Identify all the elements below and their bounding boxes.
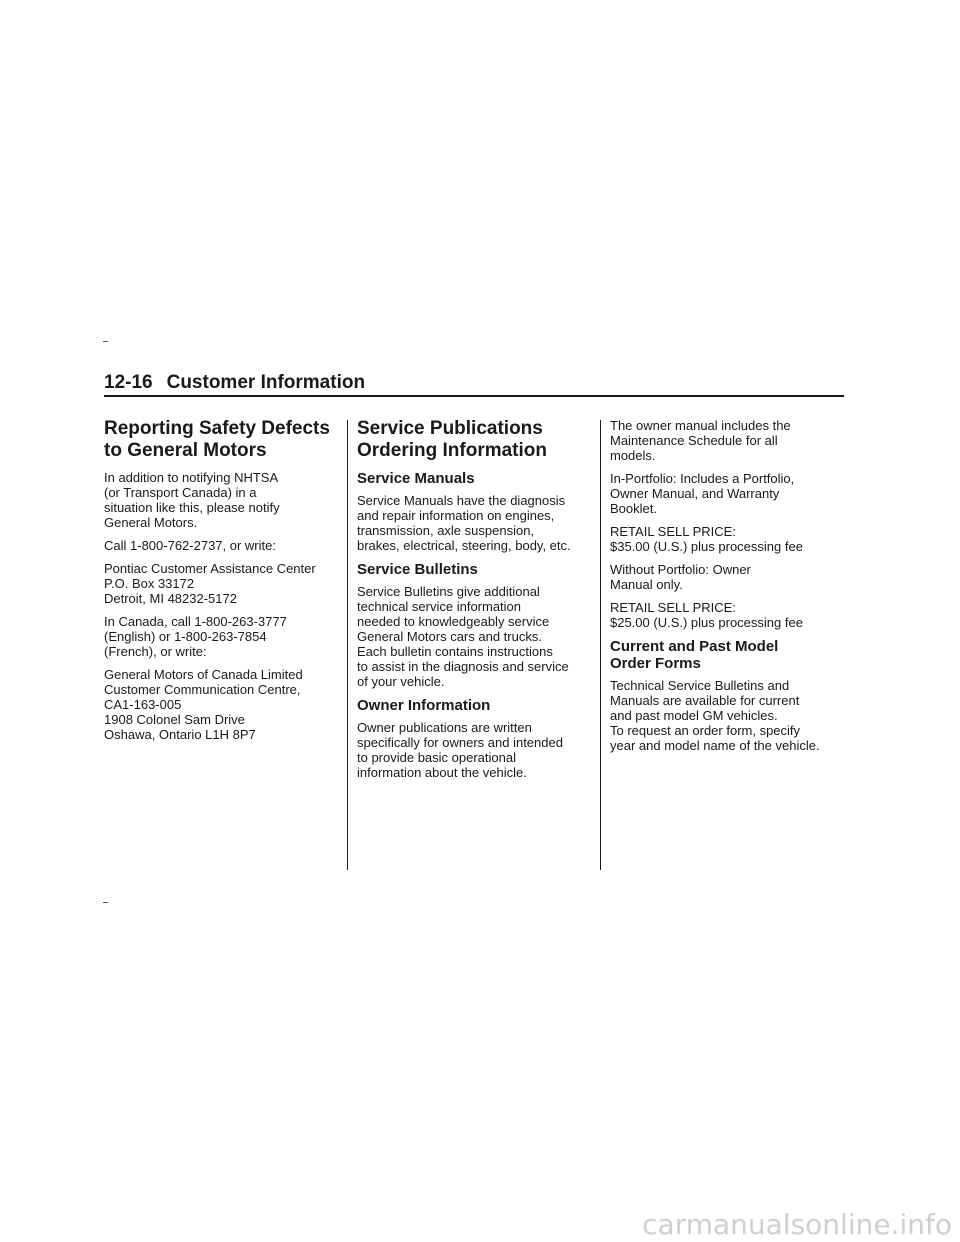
paragraph: In addition to notifying NHTSA (or Transport Canada) in a situation like this, please notify General Motors. — [104, 470, 280, 530]
column-divider-1 — [347, 420, 348, 870]
paragraph: Owner publications are written specifically for owners and intended to provide basic operational information about the vehicle. — [357, 720, 563, 780]
paragraph: RETAIL SELL PRICE: $35.00 (U.S.) plus processing fee — [610, 524, 803, 554]
paragraph: Without Portfolio: Owner Manual only. — [610, 562, 751, 592]
paragraph: General Motors of Canada Limited Customer Communication Centre, CA1-163-005 1908 Colonel Sam Drive Oshawa, Ontario L1H 8P7 — [104, 667, 303, 742]
crop-mark-top — [103, 341, 108, 342]
paragraph: Technical Service Bulletins and Manuals are available for current and past model GM vehicles. To request an order form, specify year and model name of the vehicle. — [610, 678, 820, 753]
section-title: Customer Information — [166, 372, 366, 393]
column-safety-defects — [104, 418, 340, 750]
paragraph: RETAIL SELL PRICE: $25.00 (U.S.) plus processing fee — [610, 600, 803, 630]
crop-mark-bottom — [103, 902, 108, 903]
subheading-owner-information: Owner Information — [357, 697, 491, 714]
header-rule — [104, 395, 844, 397]
subheading-order-forms: Current and Past Model Order Forms — [610, 638, 779, 672]
paragraph: In-Portfolio: Includes a Portfolio, Owner Manual, and Warranty Booklet. — [610, 471, 795, 516]
paragraph: Call 1-800-762-2737, or write: — [104, 538, 276, 553]
column-service-publications — [357, 418, 593, 788]
page-header — [104, 372, 844, 394]
heading-service-publications: Service Publications Ordering Information — [357, 418, 547, 461]
paragraph: Service Bulletins give additional technical service information needed to knowledgeably service General Motors cars and trucks. Each bulletin contains instructions to assist in the diagnosis and service of your vehicle. — [357, 584, 569, 689]
column-owner-manual-pricing — [610, 418, 846, 761]
page-number: 12-16 — [104, 372, 153, 393]
subheading-service-bulletins: Service Bulletins — [357, 561, 478, 578]
paragraph: Pontiac Customer Assistance Center P.O. Box 33172 Detroit, MI 48232-5172 — [104, 561, 316, 606]
paragraph: The owner manual includes the Maintenance Schedule for all models. — [610, 418, 791, 463]
subheading-service-manuals: Service Manuals — [357, 470, 475, 487]
paragraph: Service Manuals have the diagnosis and repair information on engines, transmission, axle suspension, brakes, electrical, steering, body, etc. — [357, 493, 571, 553]
heading-safety-defects: Reporting Safety Defects to General Motors — [104, 418, 330, 461]
column-divider-2 — [600, 420, 601, 870]
watermark: carmanualsonline.info — [642, 1208, 952, 1241]
paragraph: In Canada, call 1-800-263-3777 (English) or 1-800-263-7854 (French), or write: — [104, 614, 287, 659]
